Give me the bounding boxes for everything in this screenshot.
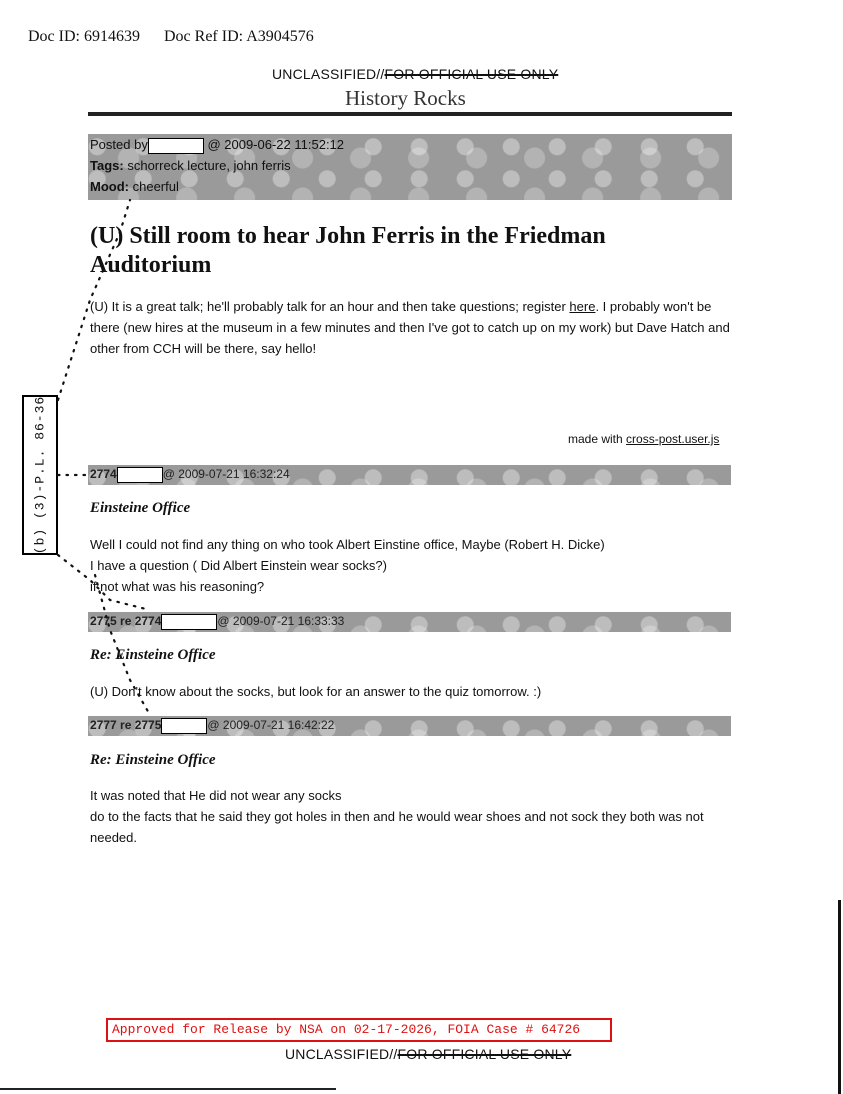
comment-timestamp: @ 2009-07-21 16:42:22 bbox=[207, 718, 335, 733]
post-body-text-2: . I probably won't be there (new hires at the museum in a few minutes and then I've got to catch up on my work) but Dave Hatch and other from CCH will be there, say hello! bbox=[90, 299, 730, 356]
exemption-text: (b) (3)-P.L. 86-36 bbox=[32, 395, 48, 555]
comment-id: 2774 bbox=[90, 467, 117, 482]
post-title: (U) Still room to hear John Ferris in the Friedman Auditorium bbox=[90, 223, 606, 278]
comment-line: if not what was his reasoning? bbox=[90, 579, 265, 594]
posted-at: @ 2009-06-22 11:52:12 bbox=[207, 137, 345, 152]
comment-timestamp: @ 2009-07-21 16:32:24 bbox=[162, 467, 290, 482]
comment-line: Well I could not find any thing on who took Albert Einstine office, Maybe (Robert H. Dicke) bbox=[90, 537, 605, 552]
site-title: History Rocks bbox=[345, 86, 466, 110]
cross-post-link[interactable]: cross-post.user.js bbox=[626, 432, 720, 446]
doc-ref-id: Doc Ref ID: A3904576 bbox=[163, 28, 314, 45]
comment-line: do to the facts that he said they got holes in then and he would wear shoes and not sock they both was not needed. bbox=[90, 809, 704, 845]
classification-prefix: UNCLASSIFIED// bbox=[272, 66, 385, 82]
comment-line: It was noted that He did not wear any socks bbox=[90, 788, 342, 803]
comment-title: Einsteine Office bbox=[90, 500, 191, 516]
posted-by-label: Posted by bbox=[90, 137, 148, 152]
doc-id: Doc ID: 6914639 bbox=[28, 28, 140, 45]
classification-prefix: UNCLASSIFIED// bbox=[285, 1046, 398, 1062]
comment-title: Re: Einsteine Office bbox=[90, 647, 216, 663]
post-body-text-1: (U) It is a great talk; he'll probably talk for an hour and then take questions; register bbox=[90, 299, 566, 314]
mood-label: Mood: bbox=[90, 179, 129, 194]
scan-edge-bottom bbox=[0, 1088, 336, 1090]
classification-banner-bottom bbox=[285, 1046, 571, 1062]
scan-edge-right bbox=[838, 900, 841, 1094]
comment-id: 2777 re 2775 bbox=[90, 718, 162, 733]
comment-line: I have a question ( Did Albert Einstein wear socks?) bbox=[90, 558, 387, 573]
tags-label: Tags: bbox=[90, 158, 124, 173]
classification-struck: FOR OFFICIAL USE ONLY bbox=[397, 1046, 572, 1062]
comment-line: (U) Don't know about the socks, but look for an answer to the quiz tomorrow. :) bbox=[90, 684, 542, 699]
tags-value[interactable]: schorreck lecture, john ferris bbox=[127, 158, 291, 173]
comment-title: Re: Einsteine Office bbox=[90, 752, 216, 768]
release-stamp: Approved for Release by NSA on 02-17-2026, FOIA Case # 64726 bbox=[106, 1018, 612, 1042]
mood-value: cheerful bbox=[132, 179, 179, 194]
comment-timestamp: @ 2009-07-21 16:33:33 bbox=[217, 614, 345, 629]
classification-struck: FOR OFFICIAL USE ONLY bbox=[384, 66, 559, 82]
register-link[interactable]: here bbox=[569, 299, 596, 314]
comment-id: 2775 re 2774 bbox=[90, 614, 162, 629]
made-with-label: made with bbox=[568, 432, 623, 446]
